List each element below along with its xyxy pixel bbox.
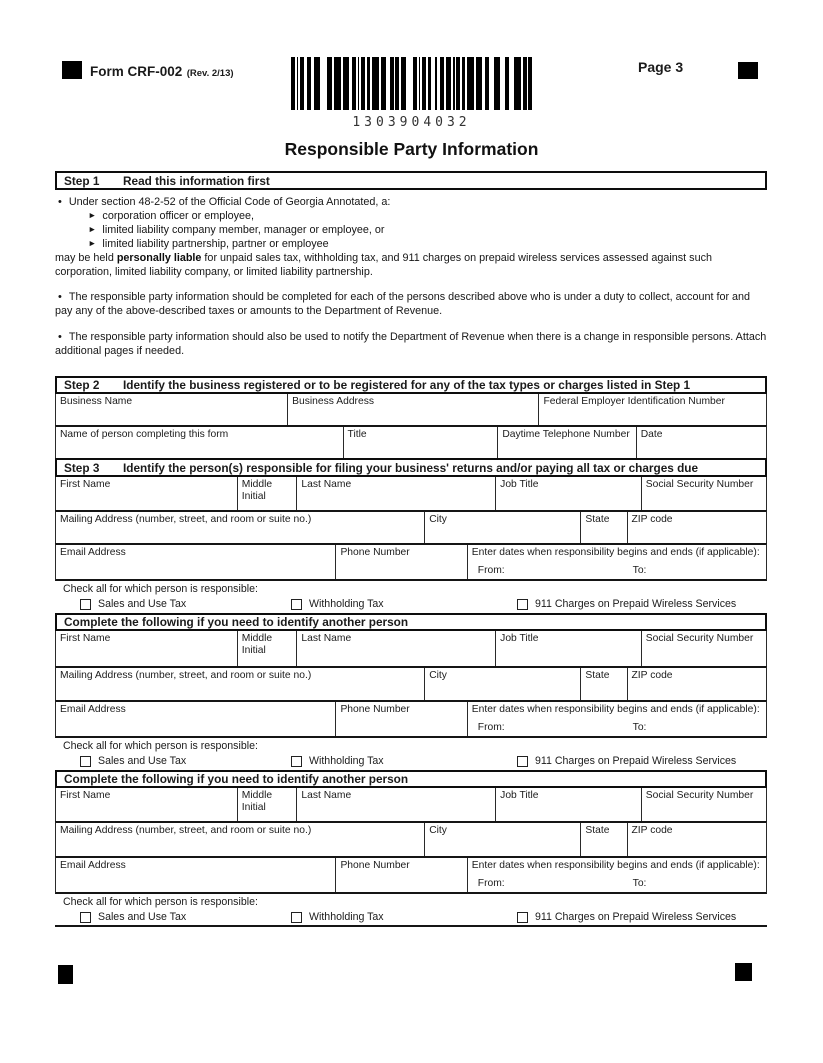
registration-mark-bottom-left	[58, 965, 73, 984]
field-city-1[interactable]: City	[425, 512, 581, 543]
person3-check-row: Check all for which person is responsible: Sales and Use Tax Withholding Tax 911 Charges on Prepaid Wireless Services	[55, 894, 767, 927]
person2-address-row	[55, 666, 767, 700]
step1-header	[55, 171, 767, 190]
step1-heading: Read this information first	[123, 173, 270, 188]
field-mailing-address-3[interactable]: Mailing Address (number, street, and room or suite no.)	[56, 823, 425, 856]
step1-instructions	[55, 190, 767, 376]
field-state-3[interactable]: State	[581, 823, 627, 856]
field-first-name-3[interactable]: First Name	[56, 788, 238, 821]
step3-heading: Identify the person(s) responsible for filing your business' returns and/or paying all tax or charges due	[123, 460, 699, 475]
911-charges-checkbox-3[interactable]	[517, 912, 528, 923]
from-label: From:	[477, 722, 505, 733]
field-dates-2[interactable]: Enter dates when responsibility begins and ends (if applicable): From: To:	[471, 704, 760, 733]
withholding-tax-checkbox-1[interactable]	[291, 599, 302, 610]
withholding-tax-option-3: Withholding Tax	[291, 911, 384, 923]
to-label: To:	[632, 878, 647, 889]
field-preparer-title[interactable]: Title	[344, 427, 499, 458]
field-dates-1[interactable]: Enter dates when responsibility begins and ends (if applicable): From: To:	[471, 547, 760, 576]
911-charges-checkbox-1[interactable]	[517, 599, 528, 610]
person3-name-row	[55, 788, 767, 821]
form-revision-label: (Rev. 2/13)	[186, 68, 234, 79]
person1-contact-row	[55, 543, 767, 581]
bullet-icon: •	[58, 331, 62, 344]
arrow-icon: ►	[88, 223, 97, 234]
bullet-icon: •	[58, 196, 62, 208]
sales-use-tax-checkbox-2[interactable]	[80, 756, 91, 767]
field-email-3[interactable]: Email Address	[56, 858, 336, 892]
field-dates-3[interactable]: Enter dates when responsibility begins and ends (if applicable): From: To:	[471, 860, 760, 889]
step1-bullet1-outro: may be held personally liable for unpaid sales tax, withholding tax, and 911 charges on prepaid wireless services assessed against such corporation, limited liability company, or limited liability partnership.	[55, 251, 712, 278]
field-mailing-address-1[interactable]: Mailing Address (number, street, and room or suite no.)	[56, 512, 425, 543]
step1-subitem-1: ► corporation officer or employee,	[88, 209, 255, 222]
911-charges-checkbox-2[interactable]	[517, 756, 528, 767]
to-label: To:	[632, 722, 647, 733]
another-person-header-3	[55, 770, 767, 788]
person1-name-row	[55, 477, 767, 510]
step1-number: Step 1	[64, 173, 100, 188]
withholding-tax-option-1: Withholding Tax	[291, 598, 384, 610]
form-content	[55, 171, 767, 927]
field-business-address[interactable]: Business Address	[288, 394, 539, 425]
barcode	[0, 57, 823, 130]
withholding-tax-option-2: Withholding Tax	[291, 755, 384, 767]
step2-row-2	[55, 425, 767, 458]
field-city-3[interactable]: City	[425, 823, 581, 856]
field-business-name[interactable]: Business Name	[56, 394, 288, 425]
field-zip-1[interactable]: ZIP code	[631, 514, 673, 525]
barcode-bars	[291, 57, 532, 110]
field-ssn-1[interactable]: Social Security Number	[645, 479, 754, 490]
911-charges-option-1: 911 Charges on Prepaid Wireless Services	[517, 598, 736, 610]
field-last-name-1[interactable]: Last Name	[297, 477, 496, 510]
field-first-name-2[interactable]: First Name	[56, 631, 238, 666]
to-label: To:	[632, 565, 647, 576]
person3-contact-row	[55, 856, 767, 894]
field-zip-2[interactable]: ZIP code	[631, 670, 673, 681]
field-job-title-1[interactable]: Job Title	[496, 477, 642, 510]
step1-subitem-3: ► limited liability partnership, partner or employee	[88, 237, 329, 250]
911-charges-option-2: 911 Charges on Prepaid Wireless Services	[517, 755, 736, 767]
field-date[interactable]: Date	[640, 429, 663, 440]
withholding-tax-checkbox-3[interactable]	[291, 912, 302, 923]
from-label: From:	[477, 565, 505, 576]
another-person-heading-2: Complete the following if you need to identify another person	[64, 615, 409, 629]
another-person-heading-3: Complete the following if you need to identify another person	[64, 772, 409, 786]
step2-heading: Identify the business registered or to be registered for any of the tax types or charges listed in Step 1	[123, 378, 691, 392]
field-mailing-address-2[interactable]: Mailing Address (number, street, and room or suite no.)	[56, 668, 425, 700]
field-middle-initial-1[interactable]: Middle Initial	[238, 477, 298, 510]
field-state-1[interactable]: State	[581, 512, 627, 543]
page-title: Responsible Party Information	[284, 139, 539, 159]
step1-bullet1-intro: • Under section 48-2-52 of the Official Code of Georgia Annotated, a:	[58, 196, 391, 208]
field-phone-2[interactable]: Phone Number	[336, 702, 467, 736]
field-state-2[interactable]: State	[581, 668, 627, 700]
from-label: From:	[477, 878, 505, 889]
field-city-2[interactable]: City	[425, 668, 581, 700]
field-email-2[interactable]: Email Address	[56, 702, 336, 736]
another-person-header-2	[55, 613, 767, 631]
person3-address-row	[55, 821, 767, 856]
barcode-number: 1303904032	[352, 115, 471, 130]
step3-number: Step 3	[64, 460, 100, 475]
sales-use-tax-option-2: Sales and Use Tax	[80, 755, 186, 767]
step1-bullet2: • The responsible party information should be completed for each of the persons described above who is under a duty to collect, account for and pay any of the above-described taxes or amounts to the Department of Revenue.	[55, 291, 751, 318]
field-phone-3[interactable]: Phone Number	[336, 858, 467, 892]
field-middle-initial-3[interactable]: Middle Initial	[238, 788, 298, 821]
person2-name-row	[55, 631, 767, 666]
person1-check-row: Check all for which person is responsible: Sales and Use Tax Withholding Tax 911 Charges on Prepaid Wireless Services	[63, 583, 737, 610]
field-email-1[interactable]: Email Address	[56, 545, 336, 579]
form-number-label: Form CRF-002	[90, 64, 183, 79]
field-first-name-1[interactable]: First Name	[56, 477, 238, 510]
sales-use-tax-checkbox-1[interactable]	[80, 599, 91, 610]
field-ssn-2[interactable]: Social Security Number	[645, 633, 754, 644]
bullet-icon: •	[58, 291, 62, 304]
911-charges-option-3: 911 Charges on Prepaid Wireless Services	[517, 911, 736, 923]
person1-address-row	[55, 510, 767, 543]
step1-subitem-2: ► limited liability company member, manager or employee, or	[88, 223, 385, 236]
step2-number: Step 2	[64, 378, 100, 392]
step2-header	[55, 376, 767, 394]
field-preparer-name[interactable]: Name of person completing this form	[56, 427, 344, 458]
field-fein[interactable]: Federal Employer Identification Number	[543, 396, 725, 407]
arrow-icon: ►	[88, 237, 97, 248]
registration-mark-bottom-right	[735, 963, 752, 981]
field-zip-3[interactable]: ZIP code	[631, 825, 673, 836]
withholding-tax-checkbox-2[interactable]	[291, 756, 302, 767]
field-middle-initial-2[interactable]: Middle Initial	[238, 631, 298, 666]
sales-use-tax-checkbox-3[interactable]	[80, 912, 91, 923]
person2-contact-row	[55, 700, 767, 738]
step3-header	[55, 458, 767, 477]
page-number: Page 3	[638, 59, 684, 75]
field-last-name-3[interactable]: Last Name	[297, 788, 496, 821]
field-daytime-phone[interactable]: Daytime Telephone Number	[498, 427, 636, 458]
arrow-icon: ►	[88, 209, 97, 220]
field-job-title-2[interactable]: Job Title	[496, 631, 642, 666]
field-ssn-3[interactable]: Social Security Number	[645, 790, 754, 801]
field-last-name-2[interactable]: Last Name	[297, 631, 496, 666]
field-phone-1[interactable]: Phone Number	[336, 545, 467, 579]
person2-check-row: Check all for which person is responsible: Sales and Use Tax Withholding Tax 911 Charges on Prepaid Wireless Services	[63, 740, 737, 767]
step2-row-1	[55, 394, 767, 425]
sales-use-tax-option-1: Sales and Use Tax	[80, 598, 186, 610]
step1-bullet3: • The responsible party information should also be used to notify the Department of Revenue when there is a change in responsible persons. Attach additional pages if needed.	[55, 331, 767, 358]
sales-use-tax-option-3: Sales and Use Tax	[80, 911, 186, 923]
field-job-title-3[interactable]: Job Title	[496, 788, 642, 821]
